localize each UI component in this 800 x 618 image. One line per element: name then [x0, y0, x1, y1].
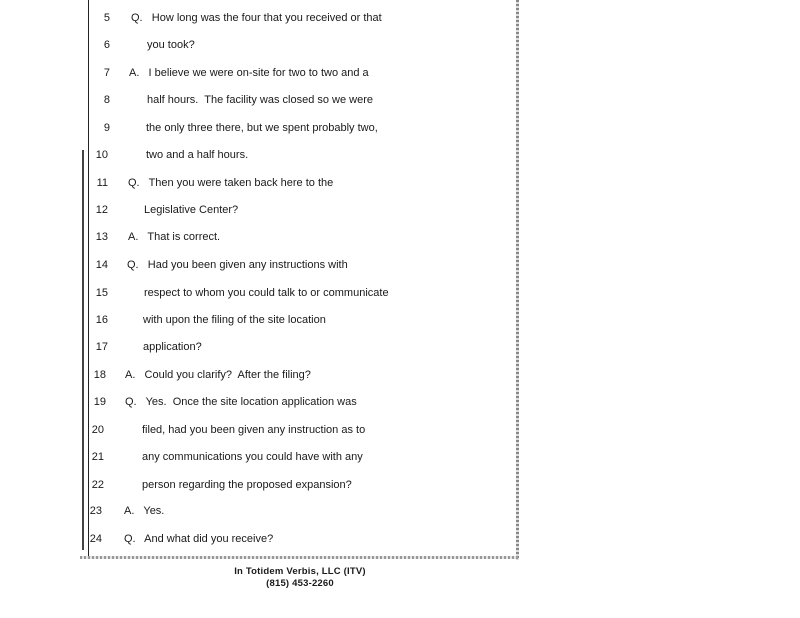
line-number: 15 — [95, 287, 108, 299]
transcript-line-text: with upon the filing of the site location — [143, 314, 326, 326]
transcript-line-text: Q. Yes. Once the site location application was — [125, 396, 357, 408]
line-number: 7 — [103, 67, 110, 79]
line-number: 23 — [89, 505, 102, 517]
page-edge-shadow — [516, 0, 519, 560]
line-number: 14 — [95, 259, 108, 271]
transcript-line-text: Q. How long was the four that you received or that — [131, 12, 382, 24]
transcript-page-frame — [88, 0, 518, 557]
page-bottom-edge — [80, 556, 518, 559]
line-number: 13 — [95, 231, 108, 243]
transcript-line-text: respect to whom you could talk to or communicate — [144, 287, 389, 299]
transcript-line-text: any communications you could have with any — [142, 451, 363, 463]
transcript-line-text: filed, had you been given any instruction as to — [142, 424, 366, 436]
line-number: 16 — [95, 314, 108, 326]
footer-company: In Totidem Verbis, LLC (ITV) — [234, 566, 366, 577]
transcript-line-text: A. Yes. — [124, 505, 165, 517]
transcript-line-text: Q. Then you were taken back here to the — [128, 177, 334, 189]
line-number: 11 — [96, 177, 108, 189]
line-number: 9 — [103, 122, 110, 134]
line-number: 8 — [103, 94, 110, 106]
line-number: 5 — [103, 12, 110, 24]
line-number: 19 — [93, 396, 106, 408]
transcript-line-text: A. That is correct. — [128, 231, 221, 243]
line-number: 10 — [95, 149, 108, 161]
transcript-line-text: Legislative Center? — [144, 204, 239, 216]
line-number: 18 — [93, 369, 106, 381]
line-number: 22 — [91, 479, 104, 491]
transcript-line-text: person regarding the proposed expansion? — [142, 479, 352, 491]
transcript-line-text: half hours. The facility was closed so we were — [147, 94, 374, 106]
transcript-line-text: A. I believe we were on-site for two to two and a — [129, 67, 369, 79]
transcript-line-text: Q. Had you been given any instructions with — [127, 259, 348, 271]
line-number: 21 — [91, 451, 104, 463]
transcript-line-text: application? — [143, 341, 202, 353]
line-number: 17 — [95, 341, 108, 353]
transcript-line-text: two and a half hours. — [146, 149, 249, 161]
transcript-line-text: you took? — [147, 39, 195, 51]
line-number: 20 — [91, 424, 104, 436]
transcript-line-text: Q. And what did you receive? — [124, 533, 274, 545]
line-number: 12 — [95, 204, 108, 216]
footer-phone: (815) 453-2260 — [266, 578, 334, 589]
transcript-line-text: A. Could you clarify? After the filing? — [125, 369, 311, 381]
line-number: 24 — [89, 533, 102, 545]
transcript-line-text: the only three there, but we spent probably two, — [146, 122, 378, 134]
line-number: 6 — [103, 39, 110, 51]
